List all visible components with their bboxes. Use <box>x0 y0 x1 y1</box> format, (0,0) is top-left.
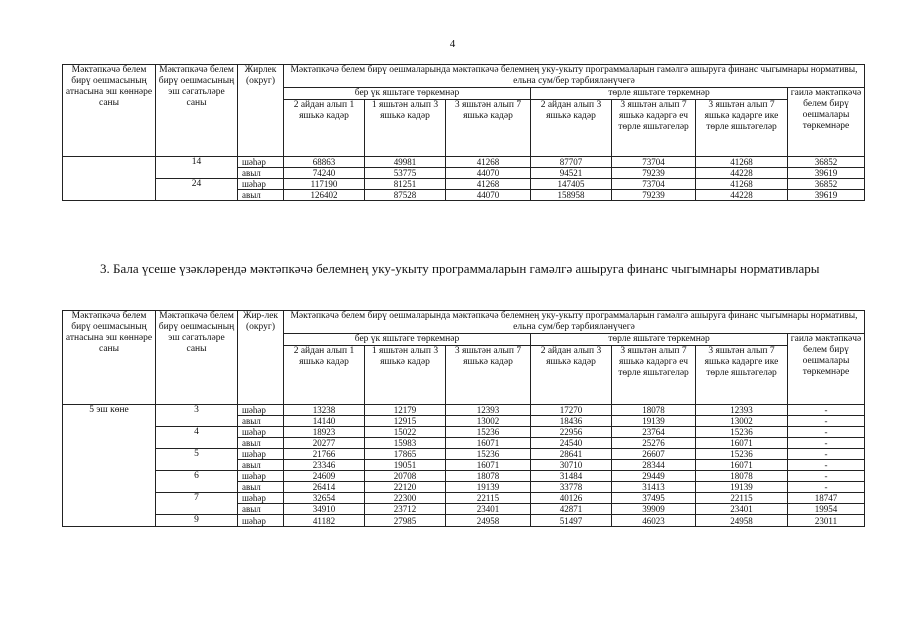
hours-cell: 6 <box>156 471 238 493</box>
locality-cell: шәһәр <box>238 179 284 190</box>
value-cell: 53775 <box>365 168 446 179</box>
locality-cell: авыл <box>238 416 284 427</box>
value-cell: 36852 <box>788 179 865 190</box>
value-cell: 21766 <box>284 449 365 460</box>
table2-body <box>63 405 865 527</box>
value-cell: 18078 <box>612 405 696 416</box>
hours-cell: 7 <box>156 493 238 515</box>
table-row <box>63 405 865 416</box>
value-cell: 79239 <box>612 190 696 201</box>
header-sub-4: 2 айдан алып 3 яшькә кадәр <box>531 100 612 157</box>
header-sub-1: 2 айдан алып 1 яшькә кадәр <box>284 346 365 405</box>
locality-cell: шәһәр <box>238 493 284 504</box>
locality-cell: авыл <box>238 190 284 201</box>
header-sub-6: 3 яшьтән алып 7 яшькә кадәрге ике төрле яшьтәгеләр <box>696 100 788 157</box>
value-cell: 18436 <box>531 416 612 427</box>
value-cell: 51497 <box>531 515 612 527</box>
value-cell: 34910 <box>284 504 365 515</box>
value-cell: 41268 <box>446 179 531 190</box>
value-cell: 13002 <box>446 416 531 427</box>
value-cell: 19954 <box>788 504 865 515</box>
value-cell: 31413 <box>612 482 696 493</box>
value-cell: 16071 <box>696 460 788 471</box>
value-cell: 37495 <box>612 493 696 504</box>
value-cell: 23712 <box>365 504 446 515</box>
value-cell: 31484 <box>531 471 612 482</box>
hours-cell: 24 <box>156 179 238 201</box>
value-cell: 19139 <box>612 416 696 427</box>
header-single-age: бер үк яшьтәге төркемнәр <box>284 334 531 346</box>
value-cell: 15236 <box>696 449 788 460</box>
value-cell: 30710 <box>531 460 612 471</box>
locality-cell: авыл <box>238 168 284 179</box>
header-family-groups: гаилә мәктәпкәчә белем бирү оешмалары төркемнәре <box>788 88 865 157</box>
value-cell: 16071 <box>446 460 531 471</box>
value-cell: 17270 <box>531 405 612 416</box>
norms-table-2 <box>62 310 865 527</box>
header-sub-5: 3 яшьтән алып 7 яшькә кадәргә еч төрле яшьтәгеләр <box>612 346 696 405</box>
value-cell: 25276 <box>612 438 696 449</box>
value-cell: 22115 <box>446 493 531 504</box>
locality-cell: авыл <box>238 460 284 471</box>
header-sub-4: 2 айдан алып 3 яшькә кадәр <box>531 346 612 405</box>
value-cell: 15022 <box>365 427 446 438</box>
value-cell: 15983 <box>365 438 446 449</box>
header-mixed-age: төрле яшьтәге төркемнәр <box>531 334 788 346</box>
value-cell: 39909 <box>612 504 696 515</box>
hours-cell: 9 <box>156 515 238 527</box>
value-cell: - <box>788 438 865 449</box>
value-cell: 13002 <box>696 416 788 427</box>
table-row <box>63 471 865 482</box>
days-cell: 5 эш көне <box>63 405 156 527</box>
value-cell: 24958 <box>446 515 531 527</box>
value-cell: 44228 <box>696 190 788 201</box>
locality-cell: авыл <box>238 482 284 493</box>
value-cell: 22300 <box>365 493 446 504</box>
value-cell: 44228 <box>696 168 788 179</box>
value-cell: - <box>788 460 865 471</box>
header-hours: Мәктәпкәчә белем бирү оешмасының эш сәгатьләре саны <box>156 65 238 157</box>
hours-cell: 5 <box>156 449 238 471</box>
value-cell: 158958 <box>531 190 612 201</box>
value-cell: 18078 <box>696 471 788 482</box>
table-row <box>63 157 865 168</box>
value-cell: 68863 <box>284 157 365 168</box>
locality-cell: шәһәр <box>238 157 284 168</box>
value-cell: - <box>788 427 865 438</box>
value-cell: - <box>788 449 865 460</box>
value-cell: 24540 <box>531 438 612 449</box>
days-cell <box>63 157 156 201</box>
value-cell: 15236 <box>446 427 531 438</box>
table-row <box>63 493 865 504</box>
header-locality: Жирлек (округ) <box>238 65 284 157</box>
page-number: 4 <box>449 38 456 50</box>
value-cell: 126402 <box>284 190 365 201</box>
header-days: Мәктәпкәчә белем бирү оешмасының атнасына эш көннәре саны <box>63 65 156 157</box>
header-sub-3: 3 яшьтән алып 7 яшькә кадәр <box>446 100 531 157</box>
value-cell: 33778 <box>531 482 612 493</box>
value-cell: 73704 <box>612 179 696 190</box>
locality-cell: шәһәр <box>238 449 284 460</box>
header-locality: Жир-лек (округ) <box>238 311 284 405</box>
value-cell: 22120 <box>365 482 446 493</box>
value-cell: 22115 <box>696 493 788 504</box>
value-cell: 23346 <box>284 460 365 471</box>
value-cell: 117190 <box>284 179 365 190</box>
value-cell: 81251 <box>365 179 446 190</box>
locality-cell: шәһәр <box>238 427 284 438</box>
norms-table-1 <box>62 64 865 201</box>
value-cell: 27985 <box>365 515 446 527</box>
hours-cell: 3 <box>156 405 238 427</box>
header-sub-3: 3 яшьтән алып 7 яшькә кадәр <box>446 346 531 405</box>
value-cell: - <box>788 471 865 482</box>
header-sub-2: 1 яшьтән алып 3 яшькә кадәр <box>365 100 446 157</box>
value-cell: 19051 <box>365 460 446 471</box>
hours-cell: 4 <box>156 427 238 449</box>
locality-cell: авыл <box>238 504 284 515</box>
value-cell: 12393 <box>446 405 531 416</box>
header-days: Мәктәпкәчә белем бирү оешмасының атнасына эш көннәре саны <box>63 311 156 405</box>
value-cell: 32654 <box>284 493 365 504</box>
table-row <box>63 515 865 527</box>
value-cell: - <box>788 405 865 416</box>
value-cell: 73704 <box>612 157 696 168</box>
locality-cell: шәһәр <box>238 405 284 416</box>
value-cell: 12179 <box>365 405 446 416</box>
header-hours: Мәктәпкәчә белем бирү оешмасының эш сәгатьләре саны <box>156 311 238 405</box>
header-single-age: бер үк яшьтәге төркемнәр <box>284 88 531 100</box>
value-cell: 29449 <box>612 471 696 482</box>
value-cell: 15236 <box>696 427 788 438</box>
value-cell: - <box>788 416 865 427</box>
header-family-groups: гаилә мәктәпкәчә белем бирү оешмалары төркемнәре <box>788 334 865 405</box>
value-cell: 41182 <box>284 515 365 527</box>
value-cell: 20277 <box>284 438 365 449</box>
locality-cell: авыл <box>238 438 284 449</box>
value-cell: 18923 <box>284 427 365 438</box>
value-cell: 44070 <box>446 168 531 179</box>
value-cell: 16071 <box>696 438 788 449</box>
value-cell: 26607 <box>612 449 696 460</box>
header-sub-2: 1 яшьтән алып 3 яшькә кадәр <box>365 346 446 405</box>
value-cell: - <box>788 482 865 493</box>
locality-cell: шәһәр <box>238 471 284 482</box>
value-cell: 18747 <box>788 493 865 504</box>
value-cell: 79239 <box>612 168 696 179</box>
value-cell: 18078 <box>446 471 531 482</box>
value-cell: 36852 <box>788 157 865 168</box>
value-cell: 23011 <box>788 515 865 527</box>
table-row <box>63 449 865 460</box>
header-sub-5: 3 яшьтән алып 7 яшькә кадәргә еч төрле яшьтәгеләр <box>612 100 696 157</box>
value-cell: 23401 <box>446 504 531 515</box>
value-cell: 39619 <box>788 168 865 179</box>
value-cell: 14140 <box>284 416 365 427</box>
value-cell: 23401 <box>696 504 788 515</box>
table1-body <box>63 157 865 201</box>
value-cell: 24609 <box>284 471 365 482</box>
value-cell: 87528 <box>365 190 446 201</box>
value-cell: 41268 <box>696 157 788 168</box>
value-cell: 16071 <box>446 438 531 449</box>
value-cell: 12393 <box>696 405 788 416</box>
value-cell: 41268 <box>696 179 788 190</box>
value-cell: 49981 <box>365 157 446 168</box>
table-row <box>63 427 865 438</box>
value-cell: 28344 <box>612 460 696 471</box>
value-cell: 19139 <box>696 482 788 493</box>
header-main: Мәктәпкәчә белем бирү оешмаларында мәктәпкәчә белемнең уку-укыту программаларын гамәлгә ашыруга финанс чыгымнары нормативы, ельна сум/бер тәрбияләнүчегә <box>284 65 865 88</box>
value-cell: 15236 <box>446 449 531 460</box>
value-cell: 42871 <box>531 504 612 515</box>
value-cell: 26414 <box>284 482 365 493</box>
header-sub-1: 2 айдан алып 1 яшькә кадәр <box>284 100 365 157</box>
value-cell: 46023 <box>612 515 696 527</box>
value-cell: 13238 <box>284 405 365 416</box>
hours-cell: 14 <box>156 157 238 179</box>
table-row <box>63 179 865 190</box>
value-cell: 40126 <box>531 493 612 504</box>
value-cell: 39619 <box>788 190 865 201</box>
value-cell: 28641 <box>531 449 612 460</box>
value-cell: 17865 <box>365 449 446 460</box>
value-cell: 20708 <box>365 471 446 482</box>
value-cell: 22956 <box>531 427 612 438</box>
value-cell: 24958 <box>696 515 788 527</box>
value-cell: 44070 <box>446 190 531 201</box>
header-main: Мәктәпкәчә белем бирү оешмаларында мәктәпкәчә белемнең уку-укыту программаларын гамәлгә ашыруга финанс чыгымнары нормативы, ельна сум/бер тәрбияләнүчегә <box>284 311 865 334</box>
header-mixed-age: төрле яшьтәге төркемнәр <box>531 88 788 100</box>
value-cell: 19139 <box>446 482 531 493</box>
value-cell: 23764 <box>612 427 696 438</box>
section-heading: 3. Бала үсеше үзәкләрендә мәктәпкәчә белемнең уку-укыту программаларын гамәлгә ашыруга финанс чыгымнары нормативлары <box>100 261 820 276</box>
header-sub-6: 3 яшьтән алып 7 яшькә кадәрге ике төрле яшьтәгеләр <box>696 346 788 405</box>
value-cell: 74240 <box>284 168 365 179</box>
value-cell: 147405 <box>531 179 612 190</box>
locality-cell: шәһәр <box>238 515 284 527</box>
value-cell: 41268 <box>446 157 531 168</box>
value-cell: 94521 <box>531 168 612 179</box>
value-cell: 12915 <box>365 416 446 427</box>
value-cell: 87707 <box>531 157 612 168</box>
